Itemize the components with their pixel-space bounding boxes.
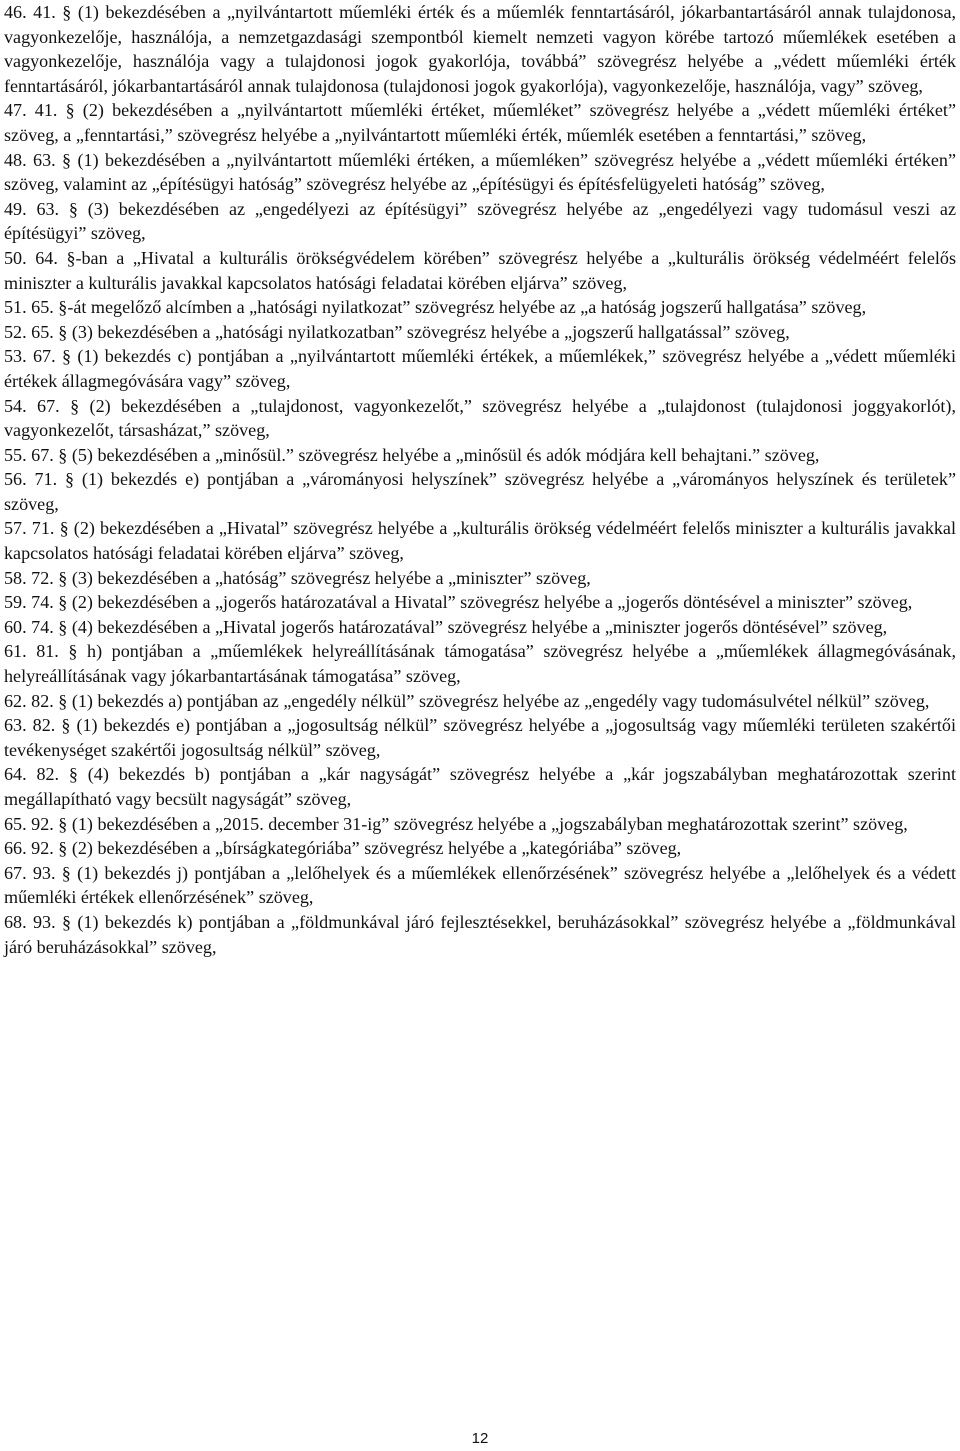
amendment-item-60: 60. 74. § (4) bekezdésében a „Hivatal jogerős határozatával” szövegrész helyébe a „miniszter jogerős döntésével” szöveg,	[4, 616, 888, 637]
amendment-item-55: 55. 67. § (5) bekezdésében a „minősül.” szövegrész helyébe a „minősül és adók módjára kell behajtani.” szöveg,	[4, 444, 820, 465]
amendment-item-62: 62. 82. § (1) bekezdés a) pontjában az „engedély nélkül” szövegrész helyébe az „engedély vagy tudomásulvétel nélkül” szöveg,	[4, 690, 930, 711]
amendment-item-67: 67. 93. § (1) bekezdés j) pontjában a „lelőhelyek és a műemlékek ellenőrzésének” szövegrész helyébe a „lelőhelyek és a védett műemléki értékek ellenőrzésének” szöveg,	[4, 862, 956, 908]
amendment-item-66: 66. 92. § (2) bekezdésében a „bírságkategóriába” szövegrész helyébe a „kategóriába” szöveg,	[4, 838, 682, 859]
document-body	[4, 0, 956, 959]
amendment-item-53: 53. 67. § (1) bekezdés c) pontjában a „nyilvántartott műemléki értékek, a műemlékek,” szövegrész helyébe a „védett műemléki értékek állagmegóvására vagy” szöveg,	[4, 346, 956, 391]
page-number: 12	[471, 1430, 489, 1447]
amendment-item-54: 54. 67. § (2) bekezdésében a „tulajdonost, vagyonkezelőt,” szövegrész helyébe a „tulajdonost (tulajdonosi joggyakorlót), vagyonkezelőt, társasházat,” szöveg,	[4, 395, 956, 441]
amendment-item-50: 50. 64. §-ban a „Hivatal a kulturális örökségvédelem körében” szövegrész helyébe a „kulturális örökség védelméért felelős miniszter a kulturális javakkal kapcsolatos hatósági feladatai körében eljárva” szöveg,	[4, 247, 956, 293]
amendment-item-59: 59. 74. § (2) bekezdésében a „jogerős határozatával a Hivatal” szövegrész helyébe a „jogerős döntésével a miniszter” szöveg,	[4, 592, 913, 613]
amendment-item-64: 64. 82. § (4) bekezdés b) pontjában a „kár nagyságát” szövegrész helyébe a „kár jogszabályban meghatározottak szerint megállapítható vagy becsült nagyságát” szöveg,	[4, 764, 956, 809]
amendment-item-47: 47. 41. § (2) bekezdésében a „nyilvántartott műemléki értéket, műemléket” szövegrész helyébe a „védett műemléki értéket” szöveg, a „fenntartási,” szövegrész helyébe a „nyilvántartott műemléki érték, műemlék esetében a fenntartási,” szöveg,	[4, 100, 956, 145]
amendment-item-51: 51. 65. §-át megelőző alcímben a „hatósági nyilatkozat” szövegrész helyébe az „a hatóság jogszerű hallgatása” szöveg,	[4, 297, 867, 318]
amendment-item-56: 56. 71. § (1) bekezdés e) pontjában a „várományosi helyszínek” szövegrész helyébe a „várományos helyszínek és területek” szöveg,	[4, 469, 956, 514]
amendment-item-49: 49. 63. § (3) bekezdésében az „engedélyezi az építésügyi” szövegrész helyébe az „engedélyezi vagy tudomásul veszi az építésügyi” szöveg,	[4, 198, 956, 244]
amendment-item-65: 65. 92. § (1) bekezdésében a „2015. december 31-ig” szövegrész helyébe a „jogszabályban meghatározottak szerint” szöveg,	[4, 813, 908, 834]
amendment-item-46: 46. 41. § (1) bekezdésében a „nyilvántartott műemléki érték és a műemlék fenntartásáról, jókarbantartásáról annak tulajdonosa, vagyonkezelője, használója, a nemzetgazdasági szempontból kiemelt nemzeti vagyon körébe tartozó műemlékek esetében a vagyonkezelője, használója vagy a tulajdonosi jogok gyakorlója, továbbá” szövegrész helyébe a „védett műemléki érték fenntartásáról, jókarbantartásáról annak tulajdonosa (tulajdonosi jogok gyakorlója), vagyonkezelője, használója, vagy” szöveg,	[4, 2, 956, 96]
amendment-item-68: 68. 93. § (1) bekezdés k) pontjában a „földmunkával járó fejlesztésekkel, beruházásokkal” szövegrész helyébe a „földmunkával járó beruházásokkal” szöveg,	[4, 911, 956, 957]
amendment-item-48: 48. 63. § (1) bekezdésében a „nyilvántartott műemléki értéken, a műemléken” szövegrész helyébe a „védett műemléki értéken” szöveg, valamint az „építésügyi hatóság” szövegrész helyébe az „építésügyi és építésfelügyeleti hatóság” szöveg,	[4, 149, 956, 195]
amendment-item-57: 57. 71. § (2) bekezdésében a „Hivatal” szövegrész helyébe a „kulturális örökség védelméért felelős miniszter a kulturális javakkal kapcsolatos hatósági feladatai körében eljárva” szöveg,	[4, 518, 956, 564]
amendment-item-63: 63. 82. § (1) bekezdés e) pontjában a „jogosultság nélkül” szövegrész helyébe a „jogosultság vagy műemléki területen szakértői tevékenységet szakértői jogosultság nélkül” szöveg,	[4, 715, 956, 760]
amendment-item-52: 52. 65. § (3) bekezdésében a „hatósági nyilatkozatban” szövegrész helyébe a „jogszerű hallgatással” szöveg,	[4, 321, 790, 342]
amendment-item-58: 58. 72. § (3) bekezdésében a „hatóság” szövegrész helyébe a „miniszter” szöveg,	[4, 567, 591, 588]
amendment-item-61: 61. 81. § h) pontjában a „műemlékek helyreállításának támogatása” szövegrész helyébe a „műemlékek állagmegóvásának, helyreállításának vagy jókarbantartásának támogatása” szöveg,	[4, 641, 956, 687]
